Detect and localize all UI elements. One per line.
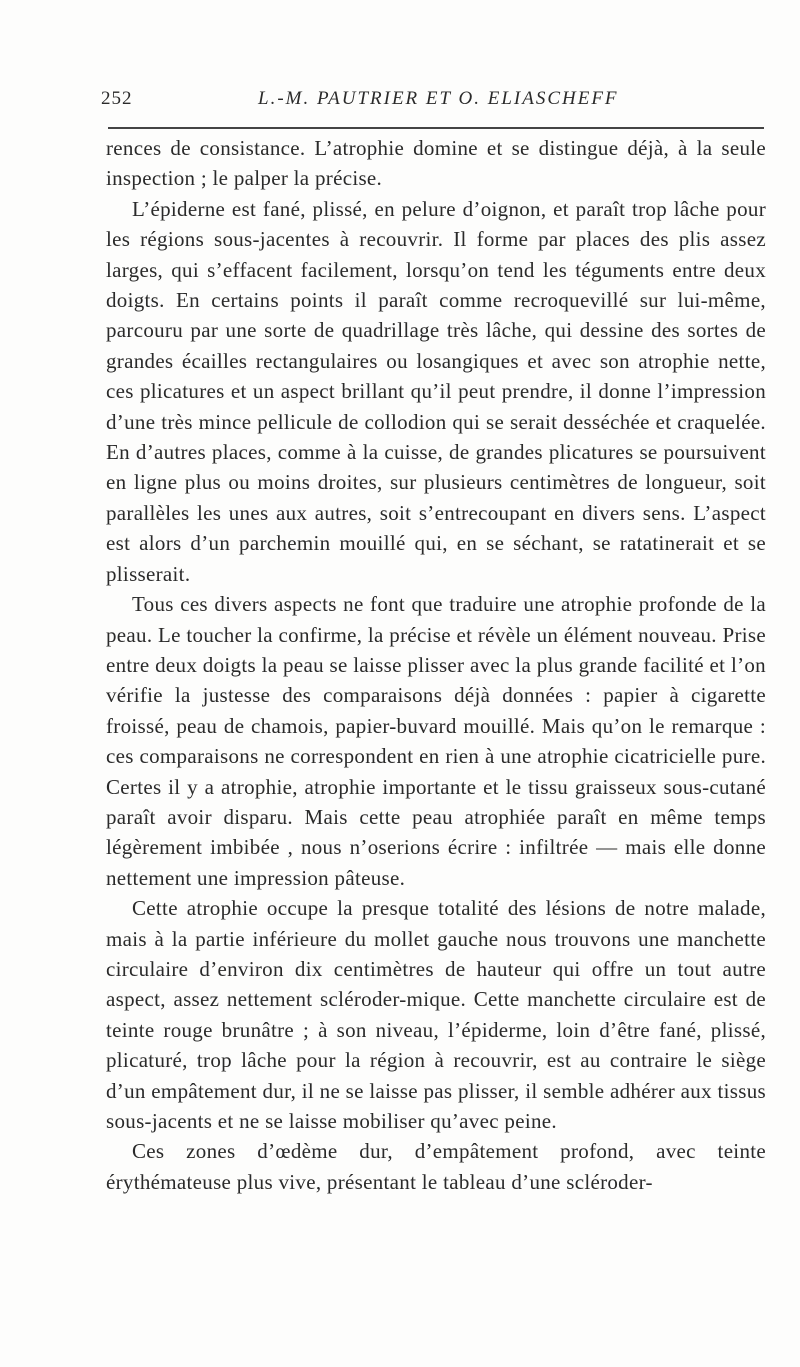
paragraph: Tous ces divers aspects ne font que traduire une atrophie profonde de la peau. Le toucher la confirme, la précise et révèle un élément nouveau. Prise entre deux doigts la peau se laisse plisser avec la plus grande facilité et l’on vérifie la justesse des comparaisons déjà données : papier à cigarette froissé, peau de chamois, papier-buvard mouillé. Mais qu’on le remarque : ces comparaisons ne correspondent en rien à une atrophie cicatricielle pure. Certes il y a atrophie, atrophie importante et le tissu graisseux sous-cutané paraît avoir disparu. Mais cette peau atrophiée paraît en même temps légèrement imbibée , nous n’oserions écrire : infiltrée — mais elle donne nettement une impression pâteuse. (106, 592, 766, 890)
paragraph: L’épiderne est fané, plissé, en pelure d’oignon, et paraît trop lâche pour les régions sous-jacentes à recouvrir. Il forme par places des plis assez larges, qui s’effacent facilement, lorsqu’on tend les téguments entre deux doigts. En certains points il paraît comme recroquevillé sur lui-même, parcouru par une sorte de quadrillage très lâche, qui dessine des sortes de grandes écailles rectangulaires ou losangiques et avec son atrophie nette, ces plicatures et un aspect brillant qu’il peut prendre, il donne l’impression d’une très mince pellicule de collodion qui se serait desséchée et craquelée. En d’autres places, comme à la cuisse, de grandes plicatures se poursuivent en ligne plus ou moins droites, sur plusieurs centimètres de longueur, soit parallèles les unes aux autres, soit s’entrecoupant en divers sens. L’aspect est alors d’un parchemin mouillé qui, en se séchant, se ratatinerait et se plisserait. (106, 196, 766, 586)
page-number: 252 (101, 88, 133, 109)
paragraph: Cette atrophie occupe la presque totalité des lésions de notre malade, mais à la partie inférieure du mollet gauche nous trouvons une manchette circulaire d’environ dix centimètres de hauteur qui offre un tout autre aspect, assez nettement scléroder-mique. Cette manchette circulaire est de teinte rouge brunâtre ; à son niveau, l’épiderme, loin d’être fané, plissé, plicaturé, trop lâche pour la région à recouvrir, est au contraire le siège d’un empâtement dur, il ne se laisse pas plisser, il semble adhérer aux tissus sous-jacents et ne se laisse mobiliser qu’avec peine. (106, 896, 766, 1133)
paragraph: rences de consistance. L’atrophie domine et se distingue déjà, à la seule inspection ; le palper la précise. (106, 136, 766, 191)
running-head: L.-M. PAUTRIER ET O. ELIASCHEFF (258, 88, 619, 109)
page-header (101, 88, 766, 116)
paragraph: Ces zones d’œdème dur, d’empâtement profond, avec teinte érythémateuse plus vive, présentant le tableau d’une scléroder- (106, 1139, 766, 1194)
header-rule (108, 127, 764, 129)
body-text (106, 133, 766, 1197)
